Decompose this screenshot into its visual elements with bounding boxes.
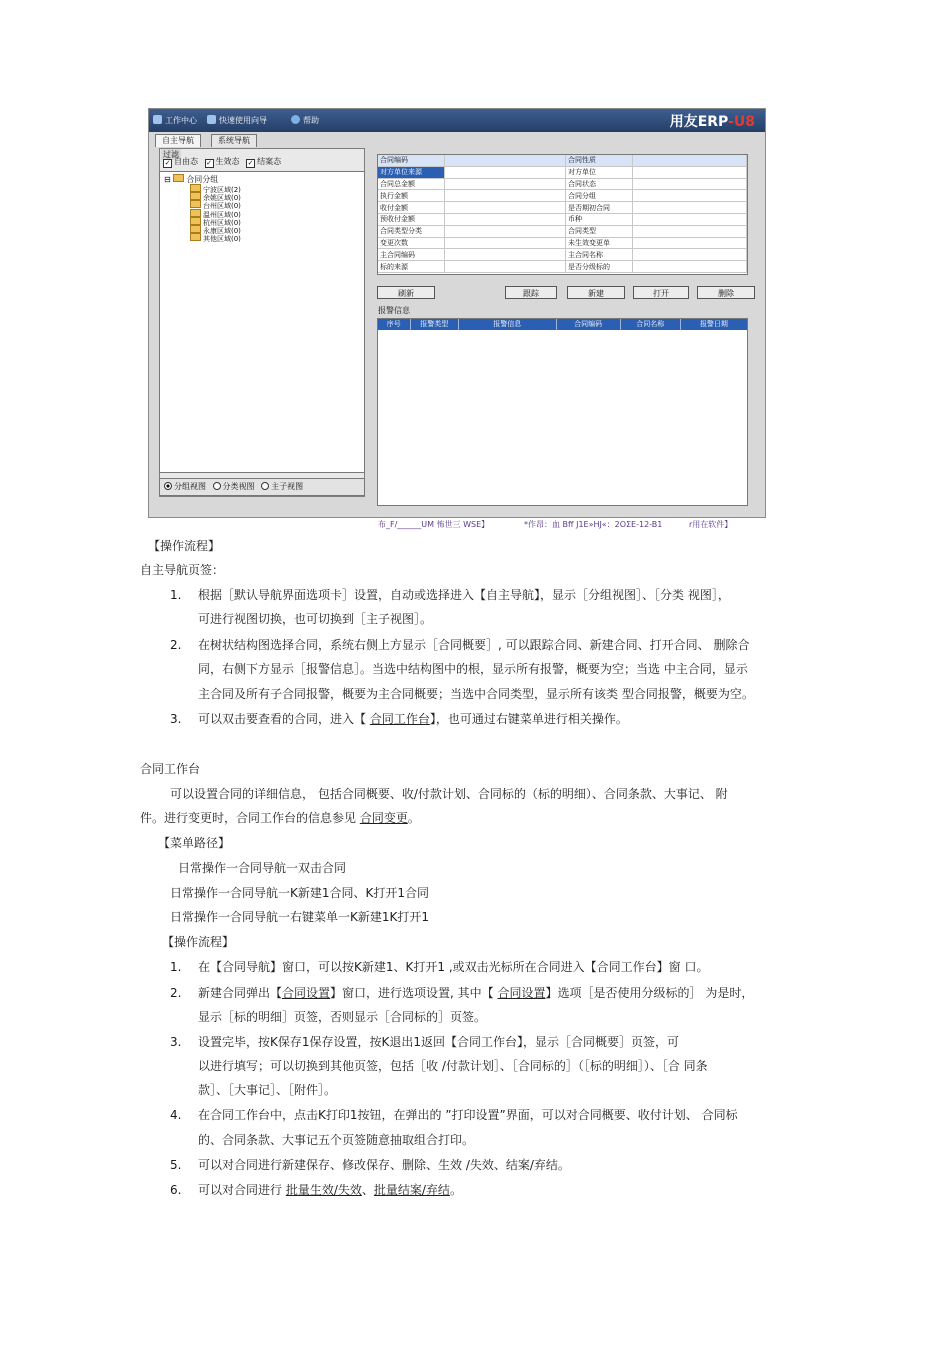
step-text: 款］、［大事记］、［附件］。 bbox=[198, 1083, 337, 1097]
refresh-button[interactable]: 刷新 bbox=[377, 286, 435, 299]
grid-row: 执行金额 合同分组 bbox=[378, 190, 747, 202]
track-button[interactable]: 跟踪 bbox=[505, 286, 557, 299]
batch-activate-link[interactable]: 批量生效/失效 bbox=[285, 1183, 362, 1197]
action-buttons bbox=[377, 286, 757, 300]
new-button[interactable]: 新建 bbox=[567, 286, 625, 299]
work-center-link[interactable]: 工作中心 bbox=[153, 114, 197, 127]
paragraph: 可以设置合同的详细信息， 包括合同概要、收/付款计划、合同标的（标的明细）、合同条款、大事记、 附 bbox=[170, 787, 728, 801]
brand-logo: 用友ERP-U8 bbox=[669, 114, 755, 130]
master-child-view-radio[interactable]: 主子视图 bbox=[261, 482, 303, 491]
step-text: 在【合同导航】窗口，可以按K新建1、K打开1 ,或双击光标所在合同进入【合同工作台】窗 口。 bbox=[198, 960, 709, 974]
step-number: 5. bbox=[170, 1158, 182, 1172]
grid-row[interactable]: 对方单位来源 对方单位 bbox=[378, 166, 747, 178]
guide-icon bbox=[207, 115, 216, 124]
tree-item[interactable]: 其他区域(0) bbox=[190, 233, 241, 241]
step-text: 显示［标的明细］页签，否则显示［合同标的］页签。 bbox=[198, 1010, 487, 1024]
tree-root[interactable]: ⊟ 合同分组 bbox=[164, 175, 219, 184]
column-header[interactable]: 合同编码 bbox=[557, 319, 621, 330]
folder-icon bbox=[190, 184, 201, 192]
erp-screenshot bbox=[148, 108, 766, 518]
step-text: 主合同及所有子合同报警，概要为主合同概要；当选中合同类型，显示所有该类 型合同报警，概要为空。 bbox=[198, 687, 754, 701]
step-text: 同，右侧下方显示［报警信息］。当选中结构图中的根，显示所有报警，概要为空；当选 中主合同，显示 bbox=[198, 662, 748, 676]
step-text: 新建合同弹出【合同设置】窗口，进行选项设置, 其中【 合同设置】选项［是否使用分级标的］ 为是时， bbox=[198, 986, 754, 1000]
delete-button[interactable]: 删除 bbox=[697, 286, 755, 299]
help-icon bbox=[291, 115, 300, 124]
menu-path: 日常操作一合同导航一双击合同 bbox=[178, 861, 347, 875]
batch-close-link[interactable]: 批量结案/弃结 bbox=[373, 1183, 450, 1197]
folder-icon bbox=[190, 200, 201, 208]
quick-guide-link[interactable]: 快速使用向导 bbox=[207, 114, 267, 127]
column-header[interactable]: 报警类型 bbox=[411, 319, 459, 330]
home-icon bbox=[153, 115, 162, 124]
grid-row: 合同类型分类 合同类型 bbox=[378, 225, 747, 237]
step-text: 根据［默认导航界面选项卡］设置，自动或选择进入【自主导航】，显示［分组视图］、［分类 视图］， bbox=[198, 588, 730, 602]
contract-summary-grid bbox=[377, 154, 748, 275]
open-button[interactable]: 打开 bbox=[633, 286, 689, 299]
step-text: 可以双击要查看的合同，进入【 合同工作台】，也可通过右键菜单进行相关操作。 bbox=[198, 712, 628, 726]
filter-options bbox=[163, 156, 281, 168]
step-number: 6. bbox=[170, 1183, 182, 1197]
category-view-radio[interactable]: 分类视图 bbox=[213, 482, 255, 491]
paragraph: 自主导航页签： bbox=[140, 563, 225, 577]
step-number: 4. bbox=[170, 1108, 182, 1122]
grid-row: 收付金额 是否期初合同 bbox=[378, 202, 747, 214]
paragraph: 件。进行变更时，合同工作台的信息参见 合同变更。 bbox=[140, 811, 420, 825]
step-text: 可以对合同进行新建保存、修改保存、删除、生效 /失效、结案/弃结。 bbox=[198, 1158, 570, 1172]
menu-path: 日常操作一合同导航一右键菜单一K新建1K打开1 bbox=[170, 910, 430, 924]
step-text: 在合同工作台中，点击K打印1按钮，在弹出的 ”打印设置”界面，可以对合同概要、收付计划、 合同标 bbox=[198, 1108, 738, 1122]
column-header[interactable]: 报警信息 bbox=[459, 319, 557, 330]
step-text: 设置完毕，按K保存1保存设置，按K退出1返回【合同工作台】，显示［合同概要］页签，可 bbox=[198, 1035, 680, 1049]
tree-item[interactable]: 杭州区域(0) bbox=[190, 217, 241, 225]
tree-item[interactable]: 台州区域(0) bbox=[190, 200, 241, 208]
menu-path: 日常操作一合同导航一K新建1合同、K打开1合同 bbox=[170, 886, 430, 900]
alert-table bbox=[377, 318, 748, 506]
filter-free-checkbox[interactable]: ✓ 自由态 bbox=[164, 157, 198, 167]
section-heading: 【操作流程】 bbox=[162, 935, 235, 949]
folder-icon bbox=[190, 209, 201, 217]
tree-item[interactable]: 宁波区域(2) bbox=[190, 184, 241, 192]
step-number: 2. bbox=[170, 638, 182, 652]
tree-items bbox=[190, 184, 241, 244]
filter-legend: 过滤 bbox=[163, 150, 179, 159]
section-heading: 【菜单路径】 bbox=[158, 836, 231, 850]
grid-row: 变更次数 未生效变更单 bbox=[378, 237, 747, 249]
section-title: 合同工作台 bbox=[140, 762, 201, 776]
step-number: 3. bbox=[170, 712, 182, 726]
alert-header bbox=[378, 319, 747, 330]
step-text: 可进行视图切换，也可切换到［主子视图］。 bbox=[198, 612, 433, 626]
contract-change-link[interactable]: 合同变更 bbox=[359, 811, 408, 825]
filter-active-checkbox[interactable]: ✓ 生效态 bbox=[206, 157, 240, 167]
group-view-radio[interactable]: 分组视图 bbox=[164, 482, 206, 491]
step-text: 的、合同条款、大事记五个页签随意抽取组合打印。 bbox=[198, 1133, 475, 1147]
view-switcher bbox=[159, 478, 365, 496]
grid-row: 主合同编码 主合同名称 bbox=[378, 249, 747, 261]
folder-icon bbox=[173, 174, 184, 182]
folder-icon bbox=[190, 225, 201, 233]
step-text: 可以对合同进行 批量生效/失效、批量结案/弃结。 bbox=[198, 1183, 462, 1197]
contract-tree bbox=[159, 171, 365, 473]
tree-item[interactable]: 余姚区域(0) bbox=[190, 192, 241, 200]
column-header[interactable]: 序号 bbox=[378, 319, 411, 330]
grid-row: 合同编码 合同性质 bbox=[378, 155, 747, 166]
tab-self-nav[interactable]: 自主导航 bbox=[155, 134, 201, 147]
help-link[interactable]: 帮助 bbox=[291, 114, 319, 127]
step-number: 3. bbox=[170, 1035, 182, 1049]
grid-row: 预收付金额 币种 bbox=[378, 213, 747, 225]
folder-icon bbox=[190, 217, 201, 225]
grid-row: 标的来源 是否分级标的 bbox=[378, 261, 747, 273]
column-header[interactable]: 合同名称 bbox=[621, 319, 681, 330]
toolbar bbox=[149, 109, 765, 132]
filter-closed-checkbox[interactable]: ✓ 结案态 bbox=[247, 157, 282, 167]
contract-settings-link[interactable]: 合同设置 bbox=[497, 986, 546, 1000]
folder-icon bbox=[190, 233, 201, 241]
workbench-link[interactable]: 合同工作台 bbox=[369, 712, 430, 726]
contract-settings-link[interactable]: 合同设置 bbox=[282, 986, 331, 1000]
tab-system-nav[interactable]: 系统导航 bbox=[211, 134, 257, 147]
step-number: 2. bbox=[170, 986, 182, 1000]
folder-icon bbox=[190, 192, 201, 200]
alert-title: 报警信息 bbox=[378, 306, 410, 315]
section-heading: 【操作流程】 bbox=[148, 539, 221, 553]
tree-item[interactable]: 永康区域(0) bbox=[190, 225, 241, 233]
grid-row: 合同总金额 合同状态 bbox=[378, 178, 747, 190]
step-number: 1. bbox=[170, 588, 182, 602]
step-number: 1. bbox=[170, 960, 182, 974]
step-text: 在树状结构图选择合同，系统右侧上方显示［合同概要］, 可以跟踪合同、新建合同、打开合同、 删除合 bbox=[198, 638, 750, 652]
tree-item[interactable]: 温州区域(0) bbox=[190, 209, 241, 217]
column-header[interactable]: 报警日期 bbox=[699, 320, 728, 328]
step-text: 以进行填写；可以切换到其他页签，包括［收 /付款计划］、［合同标的］（［标的明细］）、［合 同条 bbox=[198, 1059, 708, 1073]
